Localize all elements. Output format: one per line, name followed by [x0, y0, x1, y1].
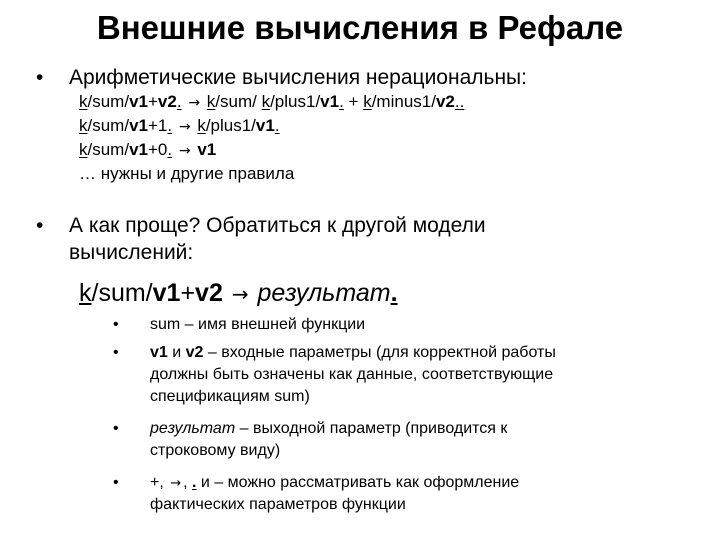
formula-text: /sum/ [87, 116, 130, 135]
formula-text: /sum/ [91, 279, 153, 307]
arrow-icon: → [188, 95, 201, 111]
formula-dot: . [339, 92, 344, 111]
sub-bullet-text-line-1 [150, 472, 690, 495]
sub-bullet-text-line-3: спецификациям sum) [150, 388, 310, 405]
term-desc: и – можно рассматривать как оформление [196, 474, 520, 491]
sub-bullet-text [150, 314, 690, 336]
bullet-arithmetic [36, 64, 696, 91]
term-desc: – входные параметры (для корректной работы [203, 344, 556, 361]
formula-line-2 [79, 114, 280, 139]
formula-text: /plus1/ [270, 92, 321, 111]
sub-bullet-text-line-2: фактических параметров функции [150, 496, 406, 513]
sub-bullet-marker: • [113, 474, 119, 491]
sub-bullet-marker: • [113, 316, 119, 333]
formula-k: k [261, 92, 271, 111]
term-and: и [167, 344, 186, 361]
formula-k: k [79, 116, 88, 135]
bullet-text-line-2: вычислений: [69, 241, 194, 264]
formula-result: результат [257, 279, 391, 307]
note-line: … нужны и другие правила [79, 164, 295, 183]
formula-var: v1 [129, 92, 148, 111]
bullet-simpler [36, 212, 696, 266]
formula-var: v2 [157, 92, 177, 111]
term-result: результат [150, 420, 236, 437]
formula-k: k [363, 92, 372, 111]
formula-text: + [180, 279, 196, 307]
term-desc: – выходной параметр (приводится к [235, 420, 508, 437]
bullet-text-line-1: А как проще? Обратиться к другой модели [69, 214, 486, 237]
formula-dot: . [167, 140, 173, 159]
formula-text: /sum/ [215, 92, 262, 111]
term-sum: sum [150, 316, 181, 333]
sub-bullet-marker: • [113, 420, 119, 437]
arrow-icon: → [170, 476, 182, 491]
formula-text: /sum/ [87, 140, 130, 159]
term-v1: v1 [150, 344, 168, 361]
formula-text: +1 [147, 116, 168, 135]
term-desc: – имя внешней функции [180, 316, 366, 333]
formula-var: v1 [129, 140, 148, 159]
formula-text: /plus1/ [205, 116, 256, 135]
sub-bullet-syntax [0, 472, 720, 516]
formula-k: k [206, 92, 216, 111]
arrow-icon: → [231, 282, 249, 306]
formula-dot: . [274, 116, 280, 135]
formula-text: +0 [147, 140, 168, 159]
formula-var: v1 [152, 279, 181, 307]
formula-var: v1 [129, 116, 148, 135]
arrow-icon: → [178, 143, 191, 159]
formula-k: k [79, 92, 88, 111]
sub-bullet-text-line-1 [150, 418, 690, 440]
sub-bullet-result [0, 418, 720, 462]
formula-var: v2 [435, 92, 455, 111]
formula-dot: . [390, 279, 398, 307]
formula-line-3 [79, 138, 216, 163]
sub-bullet-text-line-1 [150, 342, 690, 364]
formula-var: v1 [255, 116, 275, 135]
formula-text: + [343, 92, 364, 111]
main-formula [79, 277, 398, 310]
formula-dot: . [454, 92, 460, 111]
formula-dot: . [176, 92, 182, 111]
formula-k: k [79, 140, 88, 159]
bullet-text: Арифметические вычисления нерациональны: [69, 66, 527, 89]
term-v2: v2 [185, 344, 204, 361]
sub-bullet-sum [0, 314, 720, 336]
formula-k: k [79, 279, 92, 307]
bullet-marker: • [36, 66, 44, 89]
arrow-icon: → [178, 119, 191, 135]
term-plus: +, [150, 474, 169, 491]
term-dot: . [192, 474, 197, 491]
sub-bullet-text-line-2: должны быть означены как данные, соответствующие [150, 366, 554, 383]
sub-bullet-inputs [0, 342, 720, 408]
sub-bullet-text-line-2: строковому виду) [150, 442, 281, 459]
formula-text: /sum/ [87, 92, 130, 111]
bullet-marker: • [36, 214, 44, 237]
formula-var: v1 [320, 92, 340, 111]
formula-text: + [147, 92, 158, 111]
sub-bullet-marker: • [113, 344, 119, 361]
formula-k: k [197, 116, 206, 135]
formula-var: v2 [195, 279, 223, 307]
slide-title: Внешние вычисления в Рефале [96, 9, 624, 46]
term-comma: , [183, 474, 193, 491]
formula-dot: . [167, 116, 173, 135]
formula-var: v1 [197, 140, 217, 159]
formula-dot: . [459, 92, 465, 111]
formula-line-1 [79, 90, 464, 115]
formula-text: /minus1/ [371, 92, 436, 111]
